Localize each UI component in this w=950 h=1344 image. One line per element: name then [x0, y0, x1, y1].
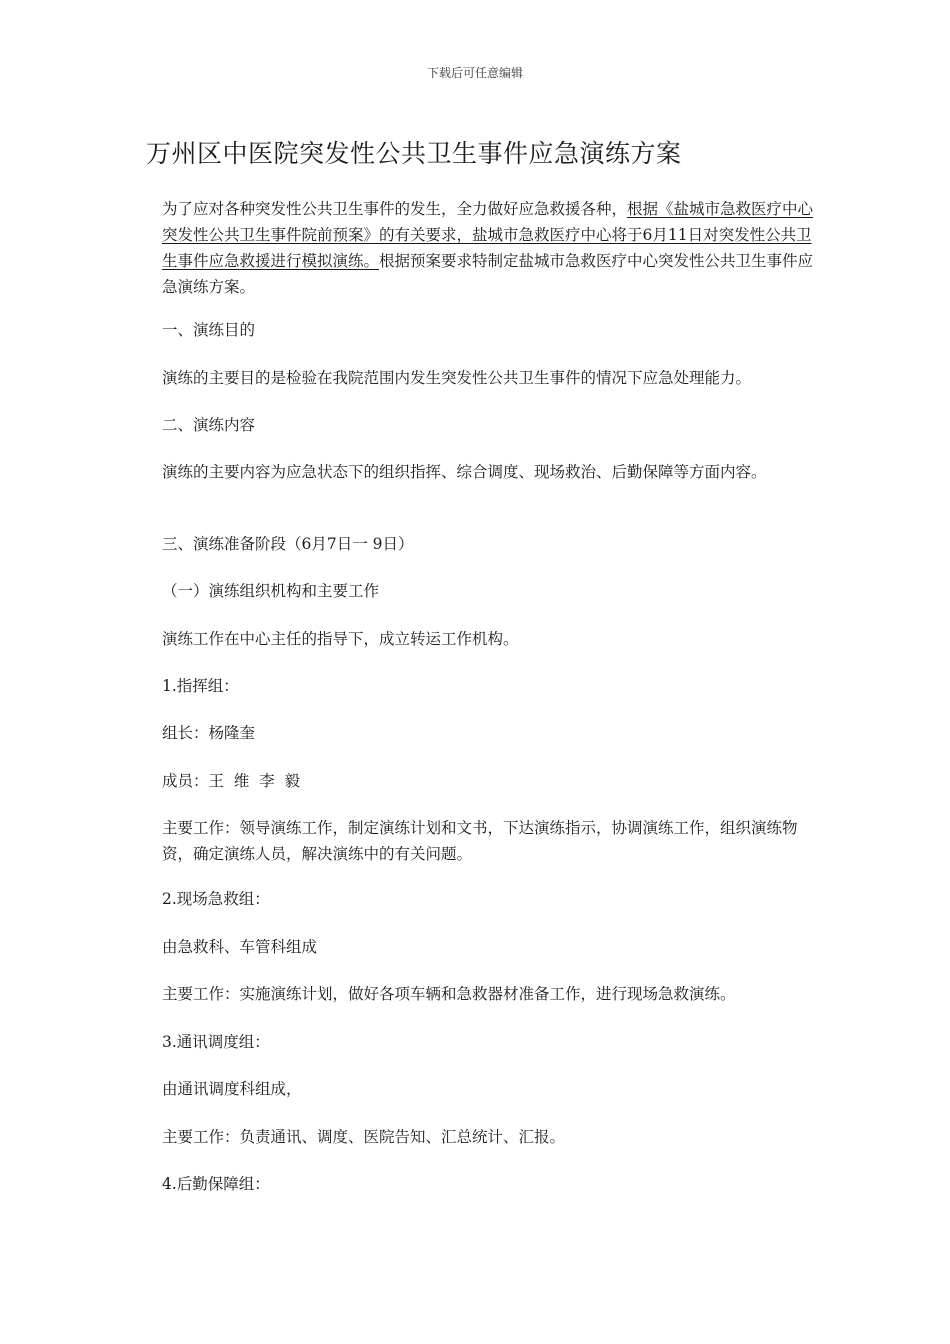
section-2-heading: 二、演练内容 [162, 416, 256, 434]
group-2-work: 主要工作：实施演练计划，做好各项车辆和急救器材准备工作，进行现场急救演练。 [162, 985, 736, 1003]
group-1-heading: 1.指挥组： [162, 677, 239, 695]
group-3-composition: 由通讯调度科组成， [162, 1080, 302, 1098]
group-2-heading: 2.现场急救组： [162, 890, 270, 908]
group-1-work: 主要工作：领导演练工作，制定演练计划和文书，下达演练指示，协调演练工作，组织演练物资，确定演练人员，解决演练中的有关问题。 [162, 819, 798, 863]
section-3-subheading: （一）演练组织机构和主要工作 [162, 582, 380, 600]
section-3-sub-body: 演练工作在中心主任的指导下，成立转运工作机构。 [162, 630, 519, 648]
group-1-leader: 组长：杨隆奎 [162, 724, 256, 742]
section-2-body: 演练的主要内容为应急状态下的组织指挥、综合调度、现场救治、后勤保障等方面内容。 [162, 463, 767, 481]
group-3-heading: 3.通讯调度组： [162, 1033, 270, 1051]
document-title: 万州区中医院突发性公共卫生事件应急演练方案 [146, 139, 682, 168]
intro-underlined: 根据《盐城市急救医疗中心突发性公共卫生事件院前预案》的有关要求，盐城市急救医疗中心将于6月11日对突发性公共卫生事件应急救援进行模拟演练。 [162, 200, 814, 270]
group-3-work: 主要工作：负责通讯、调度、医院告知、汇总统计、汇报。 [162, 1128, 566, 1146]
section-1-body: 演练的主要目的是检验在我院范围内发生突发性公共卫生事件的情况下应急处理能力。 [162, 369, 752, 387]
group-1-members: 成员：王 维 李 毅 [162, 772, 301, 790]
intro-lead: 为了应对各种突发性公共卫生事件的发生，全力做好应急救援各种， [162, 200, 628, 218]
intro-paragraph [146, 196, 822, 300]
group-4-heading: 4.后勤保障组： [162, 1175, 270, 1193]
intro-tail: 根据预案要求特制定盐城市急救医疗中心突发性公共卫生事件应急演练方案。 [162, 252, 814, 296]
header-note: 下载后可任意编辑 [426, 66, 523, 80]
group-2-composition: 由急救科、车管科组成 [162, 938, 318, 956]
section-3-heading: 三、演练准备阶段（6月7日一 9日） [162, 535, 414, 553]
section-1-heading: 一、演练目的 [162, 321, 256, 339]
